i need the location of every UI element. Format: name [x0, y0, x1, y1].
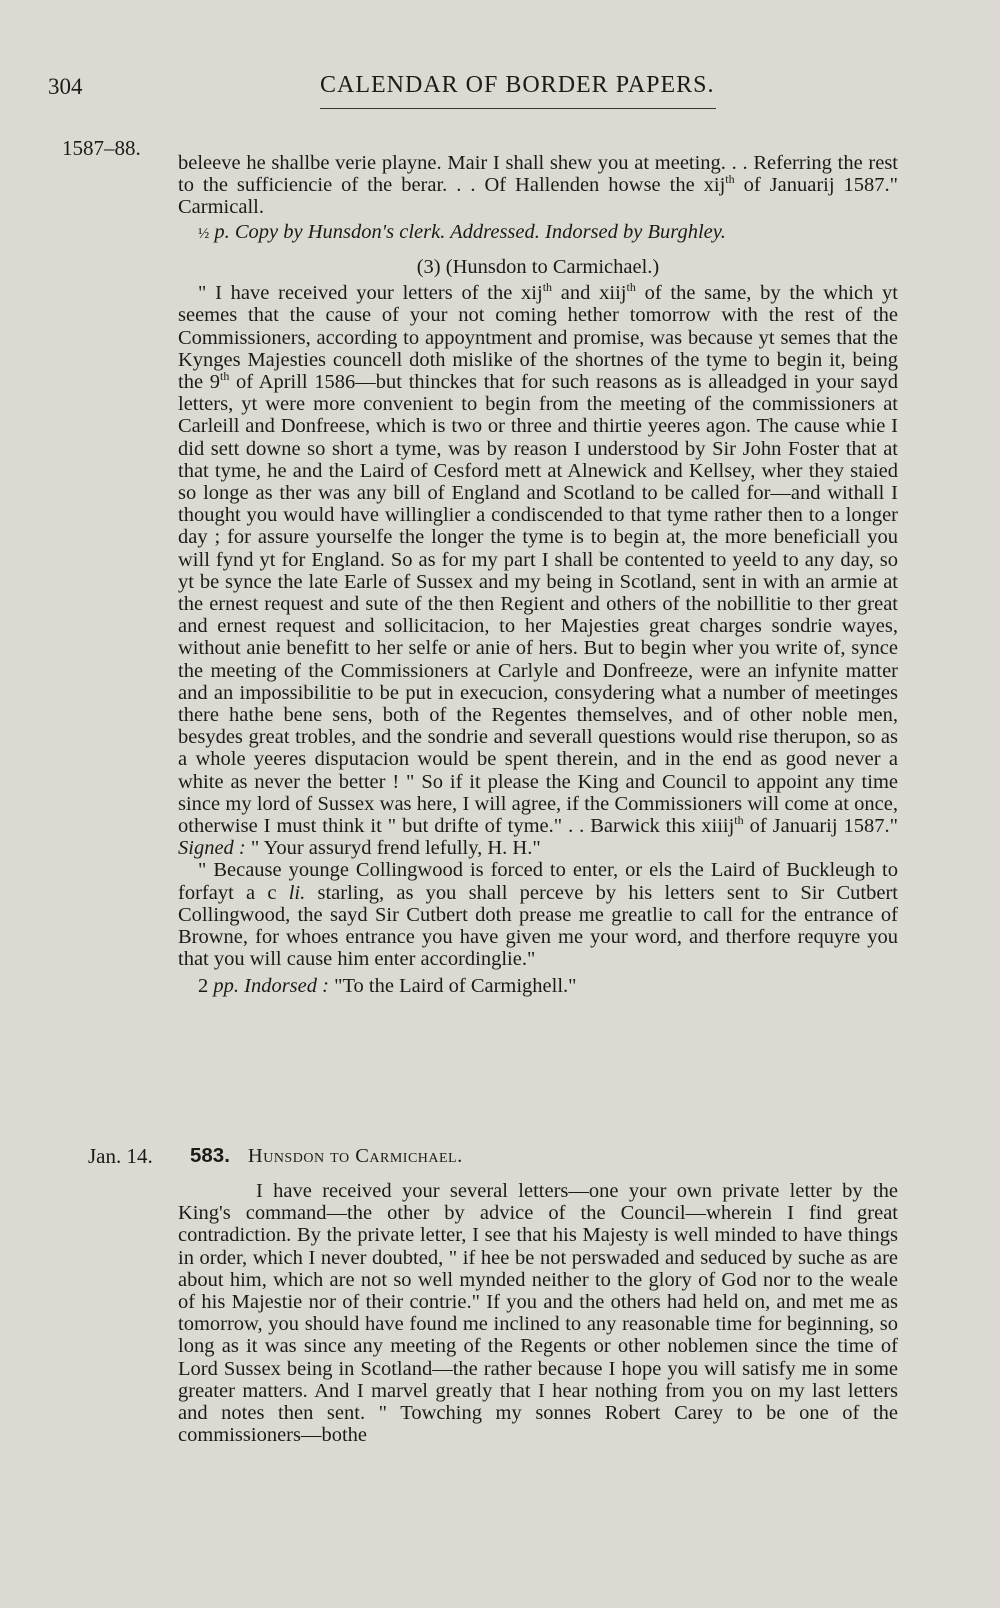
entry-title: Hunsdon to Carmichael. — [247, 1145, 463, 1167]
letter-2-text: beleeve he shallbe verie playne. Mair I shall shew you at meeting. . . Referring the rest to the sufficiencie of the berar. . . Of Hallenden howse the xij$^{th}$ of Januarij 1587." Carmicall. — [178, 152, 898, 219]
letter-3-heading: (3) (Hunsdon to Carmichael.) — [416, 256, 660, 278]
margin-year: 1587–88. — [62, 136, 141, 160]
header-rule — [320, 108, 716, 109]
letter-3 — [178, 256, 898, 997]
entry-583-text: I have received your several letters—one your own private letter by the King's command—the other by advice of the Council—wherein I find great contradiction. By the private letter, I see that his Majesty is well minded to have things in order, which I never doubted, " if hee be not perswaded and seduced by suche as are about him, which are not so well mynded neither to the glory of God nor to the weale of his Majestie nor of their contrie." If you and the others had held on, and met me as tomorrow, you should have found me inclined to any reasonable time for beginning, so long as it was since any meeting of the Regents or other noblemen since the time of Lord Sussex being in Scotland—the rather because I hope you will satisfy me in some greater matters. And I marvel greatly that I hear nothing from you on my last letters and notes then sent. " Towching my sonnes Robert Carey to be one of the commissioners—bothe — [178, 1180, 898, 1447]
page-header — [48, 66, 928, 106]
entry-583-body — [178, 1180, 898, 1446]
entry-heading — [190, 1144, 463, 1168]
running-title: CALENDAR OF BORDER PAPERS. — [320, 72, 715, 98]
entry-number: 583. — [190, 1144, 230, 1167]
page-number: 304 — [48, 74, 83, 99]
letter-3-paragraph-2: " Because younge Collingwood is forced to enter, or els the Laird of Buckleugh to forfayt a c li. starling, as you shall perceve by his letters sent to Sir Cutbert Collingwood, the sayd Sir Cutbert doth prease me greatlie to call for the entrance of Browne, for whoes entrance you have given me your word, and therfore requyre you that you will cause him enter accordinglie." — [178, 859, 898, 971]
letter-2-continuation — [178, 152, 898, 245]
letter-3-paragraph-1: " I have received your letters of the xij$^{th}$ and xiij$^{th}$ of the same, by the which yt seemes that the cause of your not coming hether tomorrow with the rest of the Commissioners, according to appoyntment and promise, was because yt semes that the Kynges Majesties councell doth mislike of the shortnes of the tyme to begin it, being the 9th of Aprill 1586—but thinckes that for such reasons as is alleadged in your sayd letters, yt were more convenient to begin from the meeting of the commissioners at Carleill and Donfreese, which is two or three and thirtie yeeres agon. The cause whie I did sett downe so short a tyme, was by reason I understood by Sir John Foster that at that tyme, he and the Laird of Cesford mett at Alnewick and Kellsey, wher they staied so longe as ther was any bill of England and Scotland to be called for—and withall I thought you would have willinglier a condiscended to that tyme rather then to a longer day ; for assure yourselfe the longer the tyme is to begin at, the more beneficiall you will fynd yt for England. So as for my part I shall be contented to yeeld to any day, so yt be synce the late Earle of Sussex and my being in Scotland, sent in with an armie at the ernest request and sute of the then Regient and others of the nobillitie to ther great and ernest request and sollicitacion, to her Majesties great charges sondrie wayes, without anie benefitt to her selfe or anie of hers. But to begin wher you write of, synce the meeting of the Commissioners at Carlyle and Donfreeze, were an infynite matter and an impossibilitie to be put in execucion, consydering what a number of meetinges there hathe bene sens, both of the Regentes themselves, and of other noble men, besydes great trobles, and the sondrie and severall questions would rise therupon, so as a whole yeeres disputacion would be spent therein, and in the end as good never a white as never the better ! " So if it please the King and Council to appoint any time since my lord of Sussex was here, I will agree, if the Commissioners will come at once, otherwise I must think it " but drifte of tyme." . . Barwick this xiiij$^{th}$ of Januarij 1587." Signed : " Your assuryd frend lefully, H. H." — [178, 280, 898, 860]
letter-3-note: 2 pp. Indorsed : "To the Laird of Carmighell." — [198, 974, 577, 997]
letter-2-note: ½ p. Copy by Hunsdon's clerk. Addressed. Indorsed by Burghley. — [198, 220, 726, 243]
entry-date: Jan. 14. — [88, 1144, 153, 1168]
